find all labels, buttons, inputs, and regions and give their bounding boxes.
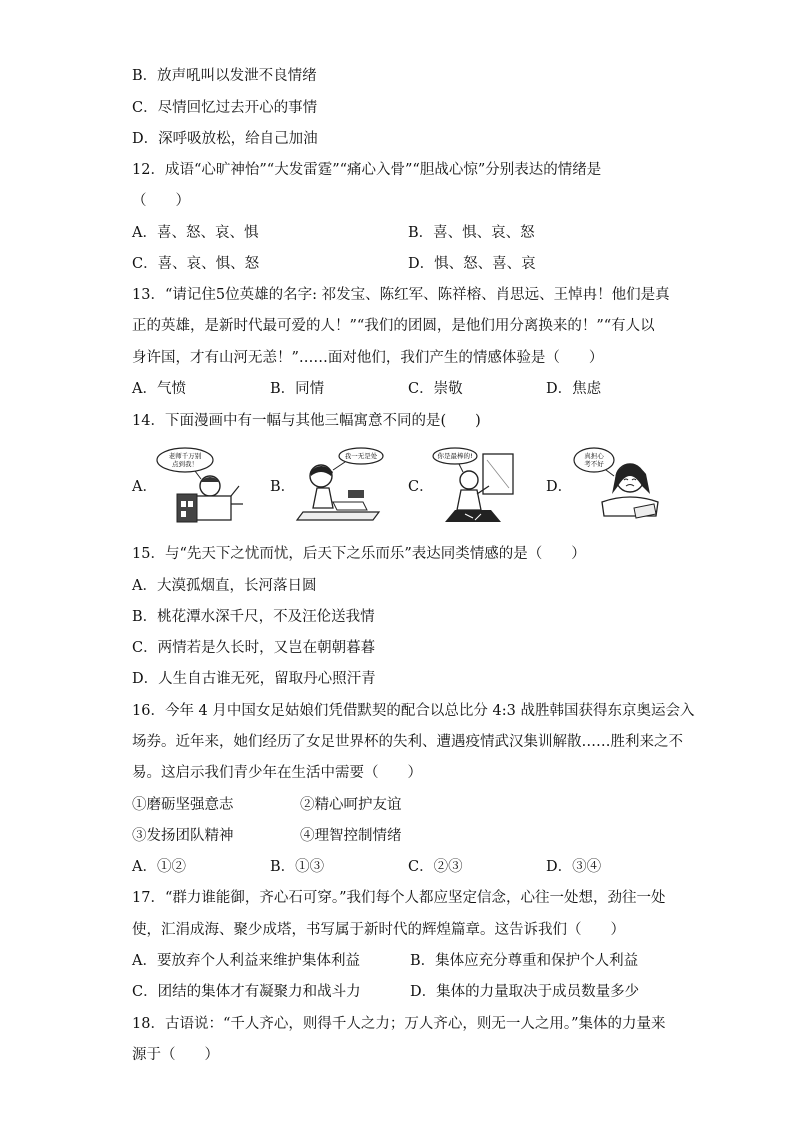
q16-item-4: ④理智控制情绪	[300, 828, 402, 844]
q16-item-1: ①磨砺坚强意志	[132, 797, 234, 813]
question-16-line-3: 易。这启示我们青少年在生活中需要（ ）	[132, 765, 422, 781]
q16-option-c: C．②③	[408, 859, 463, 875]
q13-option-c: C．崇敬	[408, 381, 463, 397]
q11-option-c: C．尽情回忆过去开心的事情	[132, 100, 318, 116]
q15-option-c: C．两情若是久长时，又岂在朝朝暮暮	[132, 640, 376, 656]
q12-option-a: A．喜、怒、哀、惧	[132, 225, 259, 241]
cartoon-a-image	[155, 446, 247, 524]
q16-item-2: ②精心呵护友谊	[300, 797, 402, 813]
q14-option-a: A．	[132, 479, 157, 495]
question-16-line-1: 16．今年 4 月中国女足姑娘们凭借默契的配合以总比分 4:3 战胜韩国获得东京奥运会入	[132, 703, 695, 719]
question-15: 15．与“先天下之忧而忧，后天下之乐而乐”表达同类情感的是（ ）	[132, 546, 586, 562]
q12-option-b: B．喜、惧、哀、怒	[408, 225, 535, 241]
q11-option-b: B．放声吼叫以发泄不良情绪	[132, 68, 317, 84]
q13-option-a: A．气愤	[132, 381, 186, 397]
cartoon-a-bubble: 老师千万别	[168, 452, 202, 460]
q16-option-b: B．①③	[270, 859, 325, 875]
question-13-line-2: 正的英雄，是新时代最可爱的人！”“我们的团圆，是他们用分离换来的！”“有人以	[132, 318, 655, 334]
q14-option-b: B．	[270, 479, 296, 495]
question-13-line-3: 身许国，才有山河无恙！”……面对他们，我们产生的情感体验是（ ）	[132, 350, 604, 366]
question-12: 12．成语“心旷神怡”“大发雷霆”“痛心入骨”“胆战心惊”分别表达的情绪是	[132, 162, 602, 178]
q17-option-a: A．要放弃个人利益来维护集体利益	[132, 953, 360, 969]
cartoon-d-bubble: 真担心	[584, 452, 604, 460]
svg-text:考不好: 考不好	[584, 460, 604, 468]
question-12-bracket: （ ）	[132, 193, 190, 209]
q15-option-b: B．桃花潭水深千尺，不及汪伦送我情	[132, 609, 375, 625]
q17-option-c: C．团结的集体才有凝聚力和战斗力	[132, 984, 361, 1000]
question-17-line-2: 使，汇涓成海、聚少成塔，书写属于新时代的辉煌篇章。这告诉我们（ ）	[132, 922, 625, 938]
question-18-line-1: 18．古语说：“千人齐心，则得千人之力；万人齐心，则无一人之用。”集体的力量来	[132, 1016, 666, 1032]
q15-option-a: A．大漠孤烟直，长河落日圆	[132, 578, 317, 594]
q16-option-d: D．③④	[546, 859, 602, 875]
q16-option-a: A．①②	[132, 859, 186, 875]
cartoon-b-bubble: 我一无是处	[344, 452, 378, 460]
question-14: 14．下面漫画中有一幅与其他三幅寓意不同的是( )	[132, 413, 481, 429]
cartoon-c-image	[431, 446, 523, 524]
q14-option-d: D．	[546, 479, 573, 495]
q14-option-c: C．	[408, 479, 434, 495]
q11-option-d: D．深呼吸放松，给自己加油	[132, 131, 318, 147]
q12-option-c: C．喜、哀、惧、怒	[132, 256, 260, 272]
q17-option-b: B．集体应充分尊重和保护个人利益	[410, 953, 639, 969]
cartoon-d-image	[572, 446, 664, 524]
question-18-line-2: 源于（ ）	[132, 1047, 219, 1063]
q16-item-3: ③发扬团队精神	[132, 828, 234, 844]
cartoon-b-image	[293, 446, 385, 524]
cartoon-c-bubble: 你是最棒的!	[437, 452, 473, 460]
question-13-line-1: 13．“请记住5位英雄的名字: 祁发宝、陈红军、陈祥榕、肖思远、王悼冉！他们是真	[132, 287, 670, 303]
svg-text:点到我！: 点到我！	[172, 460, 198, 468]
q15-option-d: D．人生自古谁无死，留取丹心照汗青	[132, 671, 376, 687]
q13-option-b: B．同情	[270, 381, 325, 397]
q13-option-d: D．焦虑	[546, 381, 602, 397]
question-17-line-1: 17．“群力谁能御，齐心石可穿。”我们每个人都应坚定信念，心往一处想，劲往一处	[132, 890, 666, 906]
q12-option-d: D．惧、怒、喜、哀	[408, 256, 536, 272]
question-16-line-2: 场券。近年来，她们经历了女足世界杯的失利、遭遇疫情武汉集训解散……胜利来之不	[132, 734, 683, 750]
q17-option-d: D．集体的力量取决于成员数量多少	[410, 984, 640, 1000]
